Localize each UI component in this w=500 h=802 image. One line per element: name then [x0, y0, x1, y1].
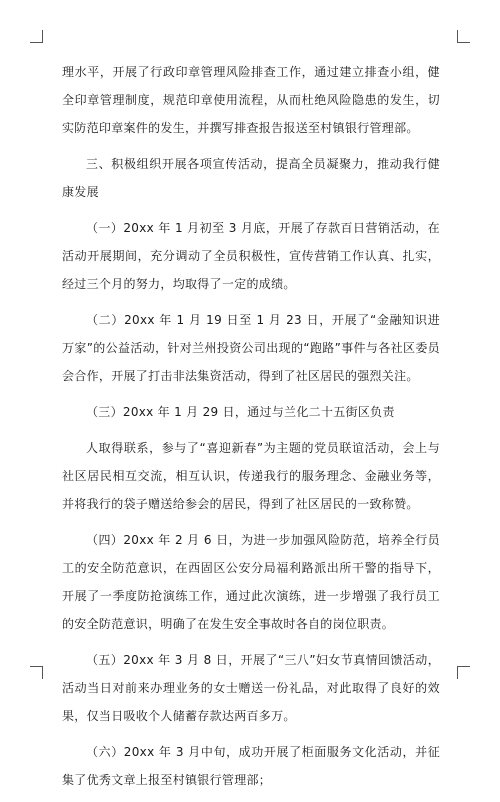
- section-heading: 三、积极组织开展各项宣传活动，提高全员凝聚力，推动我行健康发展: [62, 157, 440, 199]
- paragraph-item-2: （二）20xx 年 1 月 19 日至 1 月 23 日，开展了“金融知识进万家”的公益活动，针对兰州投资公司出现的“跑路”事件与各社区委员会合作，开展了打击非法集资活动，得到了社区居民的强烈关注。: [62, 313, 440, 383]
- document-body: [62, 58, 440, 802]
- paragraph-continuation: 理水平，开展了行政印章管理风险排查工作，通过建立排查小组，健全印章管理制度，规范印章使用流程，从而杜绝风险隐患的发生，切实防范印章案件的发生，并撰写排查报告报送至村镇银行管理部。: [62, 65, 440, 135]
- paragraph-item-3-continued: 人取得联系，参与了“喜迎新春”为主题的党员联谊活动，会上与社区居民相互交流，相互认识，传递我行的服务理念、金融业务等，并将我行的袋子赠送给参会的居民，得到了社区居民的一致称赞。: [62, 441, 440, 511]
- paragraph-item-4: （四）20xx 年 2 月 6 日，为进一步加强风险防范，培养全行员工的安全防范意识，在西固区公安分局福利路派出所干警的指导下，开展了一季度防抢演练工作，通过此次演练，进一步增强了我行员工的安全防范意识，明确了在发生安全事故时各自的岗位职责。: [62, 533, 440, 631]
- paragraph-item-6: （六）20xx 年 3 月中旬，成功开展了柜面服务文化活动，并征集了优秀文章上报至村镇银行管理部；: [62, 745, 440, 787]
- paragraph-item-1: （一）20xx 年 1 月初至 3 月底，开展了存款百日营销活动，在活动开展期间，充分调动了全员积极性，宣传营销工作认真、扎实，经过三个月的努力，均取得了一定的成绩。: [62, 221, 440, 291]
- crop-mark-bottom-right: [457, 666, 470, 679]
- paragraph-item-3: （三）20xx 年 1 月 29 日，通过与兰化二十五街区负责: [86, 405, 395, 419]
- crop-mark-top-left: [30, 30, 43, 43]
- crop-mark-bottom-left: [30, 666, 43, 679]
- paragraph-item-5: （五）20xx 年 3 月 8 日，开展了“三八”妇女节真情回馈活动，活动当日对前来办理业务的女士赠送一份礼品，对此取得了良好的效果，仅当日吸收个人储蓄存款达两百多万。: [62, 653, 440, 723]
- crop-mark-top-right: [457, 30, 470, 43]
